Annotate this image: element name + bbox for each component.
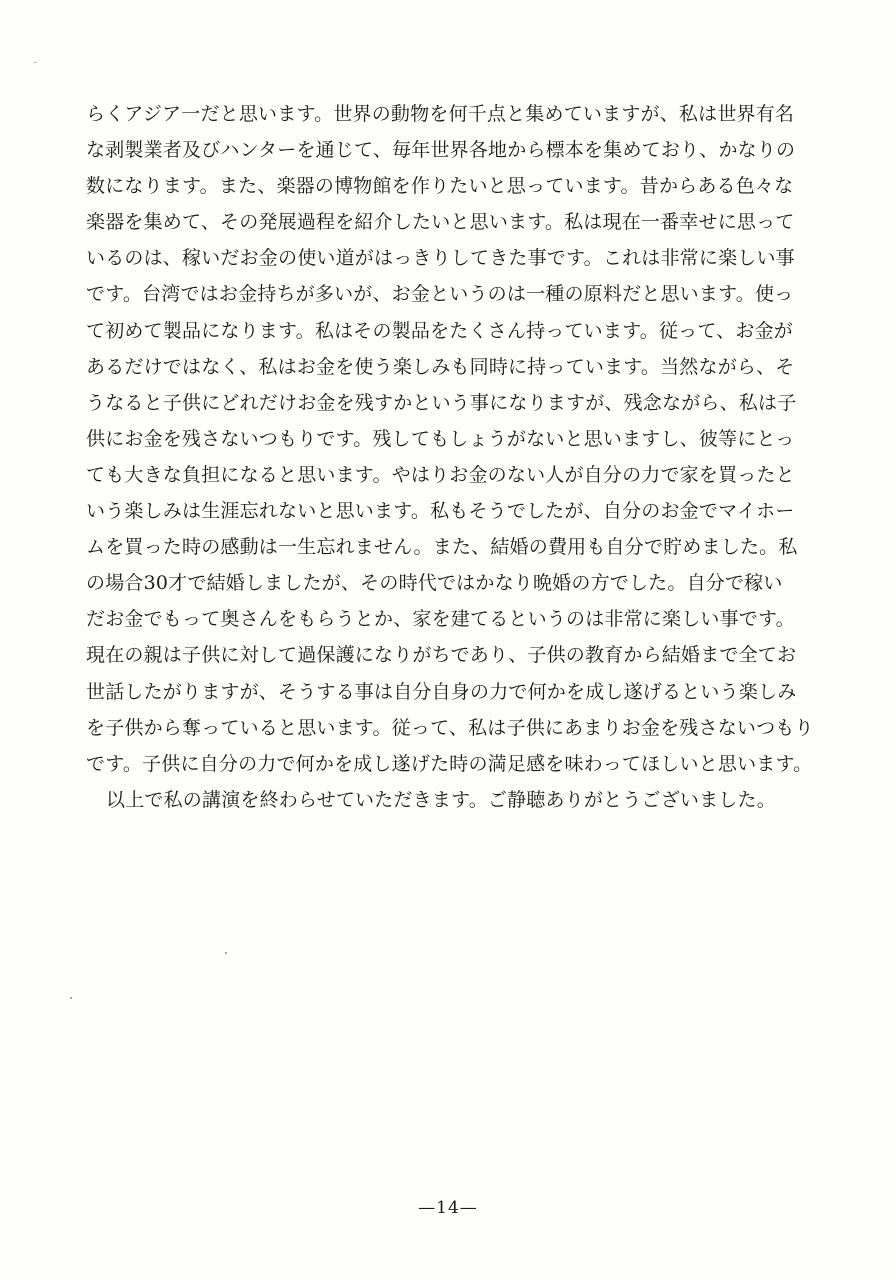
text-line-8: あるだけではなく、私はお金を使う楽しみも同時に持っています。当然ながら、そ [86, 355, 795, 378]
text-line-7: て初めて製品になります。私はその製品をたくさん持っています。従って、お金が [86, 319, 793, 342]
text-line-13: ムを買った時の感動は一生忘れません。また、結婚の費用も自分で貯めました。私 [86, 536, 798, 559]
scan-speck [70, 997, 72, 999]
text-line-2: な剥製業者及びハンターを通じて、毎年世界各地から標本を集めており、かなりの [86, 139, 796, 162]
text-line-16: 現在の親は子供に対して過保護になりがちであり、子供の教育から結婚まで全てお [86, 644, 797, 667]
text-line-19: です。子供に自分の力で何かを成し遂げた時の満足感を味わってほしいと思います。 [86, 752, 813, 775]
text-line-6: です。台湾ではお金持ちが多いが、お金というのは一種の原料だと思います。使っ [86, 283, 794, 306]
text-line-5: いるのは、稼いだお金の使い道がはっきりしてきた事です。これは非常に楽しい事 [86, 247, 795, 270]
scan-speck [225, 952, 227, 954]
page-number: —14— [418, 1198, 478, 1218]
text-line-4: 楽器を集めて、その発展過程を紹介したいと思います。私は現在一番幸せに思って [86, 211, 795, 234]
text-line-11: ても大きな負担になると思います。やはりお金のない人が自分の力で家を買ったと [86, 463, 795, 486]
text-line-3: 数になります。また、楽器の博物館を作りたいと思っています。昔からある色々な [86, 175, 794, 198]
text-line-10: 供にお金を残さないつもりです。残してもしょうがないと思いますし、彼等にとっ [86, 427, 795, 450]
closing-line: 以上で私の講演を終わらせていただきます。ご静聴ありがとうございました。 [106, 788, 776, 811]
text-line-15: だお金でもって奥さんをもらうとか、家を建てるというのは非常に楽しい事です。 [86, 608, 795, 631]
text-line-9: うなると子供にどれだけお金を残すかという事になりますが、残念ながら、私は子 [86, 391, 797, 414]
scan-speck [34, 62, 36, 63]
body-text [86, 96, 856, 818]
text-line-17: 世話したがりますが、そうする事は自分自身の力で何かを成し遂げるという楽しみ [86, 680, 797, 703]
text-line-18: を子供から奪っていると思います。従って、私は子供にあまりお金を残さないつもり [86, 716, 814, 739]
text-line-12: いう楽しみは生涯忘れないと思います。私もそうでしたが、自分のお金でマイホー [86, 500, 795, 523]
text-line-1: らくアジア一だと思います。世界の動物を何千点と集めていますが、私は世界有名 [86, 103, 795, 125]
text-line-14: の場合30才で結婚しましたが、その時代ではかなり晩婚の方でした。自分で稼い [86, 572, 783, 595]
